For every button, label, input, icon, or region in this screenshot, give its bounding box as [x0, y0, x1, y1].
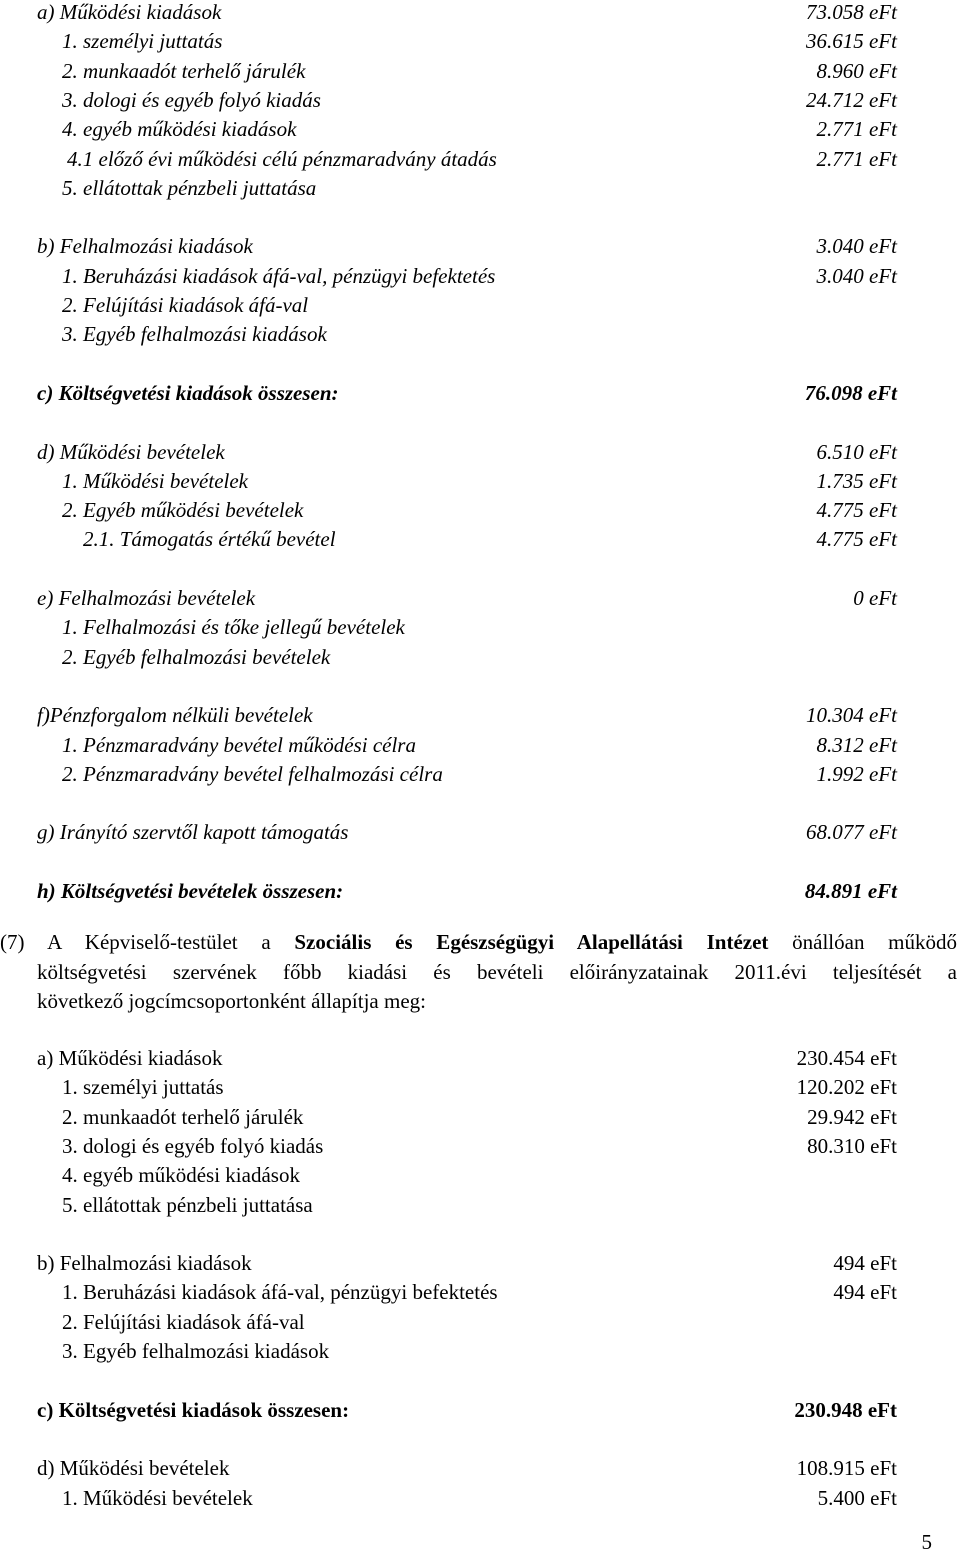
budget-row [0, 174, 960, 203]
paragraph-number: (7) [0, 930, 25, 954]
row-label: 1. Működési bevételek [62, 468, 248, 493]
budget-row [0, 1249, 960, 1278]
budget-row [0, 1278, 960, 1307]
row-label: 3. Egyéb felhalmozási kiadások [62, 322, 327, 347]
row-label: 2. Egyéb működési bevételek [62, 498, 304, 523]
budget-row [0, 877, 960, 906]
budget-row [0, 555, 960, 584]
row-label: a) Működési kiadások [37, 1046, 223, 1070]
budget-row [0, 818, 960, 847]
row-label: d) Működési bevételek [37, 439, 225, 464]
budget-row [0, 1366, 960, 1395]
row-value: 4.775 eFt [816, 527, 897, 552]
budget-row [0, 1396, 960, 1425]
budget-row [0, 1161, 960, 1190]
row-label: 1. Beruházási kiadások áfá-val, pénzügyi befektetés [62, 263, 496, 288]
budget-row [0, 701, 960, 730]
paragraph-7 [0, 928, 957, 1017]
page-number: 5 [921, 1530, 932, 1554]
row-label: 2. Felújítási kiadások áfá-val [62, 293, 309, 317]
row-value: 73.058 eFt [806, 0, 897, 24]
budget-row [0, 291, 960, 320]
row-label: g) Irányító szervtől kapott támogatás [37, 820, 349, 845]
budget-row [0, 643, 960, 672]
row-value: 84.891 eFt [804, 879, 897, 903]
budget-row [0, 350, 960, 379]
row-label: 3. Egyéb felhalmozási kiadások [62, 1339, 330, 1363]
row-label: 1. Beruházási kiadások áfá-val, pénzügyi befektetés [62, 1280, 498, 1305]
budget-row [0, 86, 960, 115]
row-label: 1. személyi juttatás [62, 1075, 224, 1100]
budget-row [0, 1103, 960, 1132]
budget-row [0, 1191, 960, 1220]
budget-row [0, 584, 960, 613]
budget-row [0, 57, 960, 86]
row-value: 108.915 eFt [796, 1456, 897, 1481]
row-label: b) Felhalmozási kiadások [37, 1251, 252, 1276]
budget-row [0, 1425, 960, 1454]
paragraph-segment: A Képviselő-testület a [47, 930, 295, 954]
row-label: 5. ellátottak pénzbeli juttatása [62, 175, 317, 200]
budget-row [0, 1484, 960, 1513]
budget-row [0, 438, 960, 467]
row-label: 3. dologi és egyéb folyó kiadás [62, 1133, 324, 1158]
paragraph-segment: Szociális és Egészségügyi Alapellátási Intézet [294, 930, 769, 954]
budget-row [0, 379, 960, 408]
budget-row [0, 1454, 960, 1483]
row-value: 5.400 eFt [817, 1485, 897, 1510]
row-value: 120.202 eFt [796, 1075, 897, 1100]
row-label: 1. Felhalmozási és tőke jellegű bevételek [62, 615, 405, 640]
budget-row [0, 467, 960, 496]
row-label: 1. Működési bevételek [62, 1485, 253, 1510]
budget-row [0, 262, 960, 291]
budget-row [0, 232, 960, 261]
row-value: 494 eFt [833, 1280, 897, 1305]
row-label: 2. Felújítási kiadások áfá-val [62, 1309, 305, 1334]
row-value: 2.771 eFt [816, 146, 897, 171]
row-value: 2.771 eFt [816, 117, 897, 142]
paragraph-line-1-text [47, 930, 957, 954]
budget-row [0, 27, 960, 56]
budget-row [0, 672, 960, 701]
row-label: c) Költségvetési kiadások összesen: [37, 1397, 350, 1422]
row-value: 3.040 eFt [816, 263, 897, 288]
budget-row [0, 613, 960, 642]
budget-row [0, 1073, 960, 1102]
row-value: 4.775 eFt [816, 498, 897, 523]
row-label: 4. egyéb működési kiadások [62, 117, 297, 142]
row-label: a) Működési kiadások [37, 0, 222, 24]
row-value: 494 eFt [833, 1251, 897, 1276]
row-label: h) Költségvetési bevételek összesen: [37, 879, 344, 903]
row-label: b) Felhalmozási kiadások [37, 234, 253, 259]
budget-row [0, 1044, 960, 1073]
row-label: 3. dologi és egyéb folyó kiadás [62, 87, 321, 112]
row-value: 3.040 eFt [816, 234, 897, 259]
budget-row [0, 848, 960, 877]
row-label: 2. Egyéb felhalmozási bevételek [62, 644, 331, 669]
row-value: 1.735 eFt [816, 468, 897, 493]
row-value: 76.098 eFt [804, 380, 897, 405]
row-value: 0 eFt [853, 586, 897, 610]
budget-row [0, 408, 960, 437]
row-value: 24.712 eFt [806, 87, 897, 112]
budget-row [0, 0, 960, 27]
row-value: 230.454 eFt [796, 1046, 897, 1070]
paragraph-segment: önállóan működő [768, 930, 957, 954]
budget-row [0, 320, 960, 349]
budget-row [0, 145, 960, 174]
row-value: 29.942 eFt [807, 1104, 897, 1129]
row-value: 68.077 eFt [806, 820, 897, 845]
row-value: 10.304 eFt [806, 703, 897, 728]
row-label: 2.1. Támogatás értékű bevétel [83, 527, 336, 552]
row-value: 230.948 eFt [794, 1397, 897, 1422]
row-label: 1. Pénzmaradvány bevétel működési célra [62, 732, 416, 757]
paragraph-line-3: következő jogcímcsoportonként állapítja meg: [37, 989, 426, 1013]
budget-row [0, 1308, 960, 1337]
row-label: d) Működési bevételek [37, 1456, 230, 1481]
paragraph-line-1 [0, 928, 957, 958]
budget-row [0, 731, 960, 760]
row-label: 2. munkaadót terhelő járulék [62, 1104, 304, 1129]
budget-row [0, 203, 960, 232]
budget-row [0, 1220, 960, 1249]
row-label: 4.1 előző évi működési célú pénzmaradvány átadás [67, 146, 497, 171]
row-value: 80.310 eFt [807, 1133, 897, 1158]
row-label: e) Felhalmozási bevételek [37, 586, 256, 610]
row-label: 2. Pénzmaradvány bevétel felhalmozási célra [62, 761, 443, 786]
budget-row [0, 789, 960, 818]
row-label: 1. személyi juttatás [62, 29, 223, 54]
row-label: 5. ellátottak pénzbeli juttatása [62, 1192, 313, 1217]
budget-row [0, 760, 960, 789]
budget-row [0, 115, 960, 144]
budget-row [0, 496, 960, 525]
row-value: 1.992 eFt [816, 761, 897, 786]
row-value: 8.312 eFt [816, 732, 897, 757]
row-label: f)Pénzforgalom nélküli bevételek [37, 703, 313, 728]
budget-row [0, 1337, 960, 1366]
row-label: 4. egyéb működési kiadások [62, 1163, 300, 1188]
row-label: c) Költségvetési kiadások összesen: [37, 380, 339, 405]
row-value: 36.615 eFt [806, 29, 897, 54]
row-label: 2. munkaadót terhelő járulék [62, 58, 306, 83]
budget-row [0, 1132, 960, 1161]
row-value: 6.510 eFt [816, 439, 897, 464]
row-value: 8.960 eFt [816, 58, 897, 83]
budget-row [0, 525, 960, 554]
paragraph-line-2: költségvetési szervének főbb kiadási és bevételi előirányzatainak 2011.évi teljesítését a [37, 959, 957, 984]
